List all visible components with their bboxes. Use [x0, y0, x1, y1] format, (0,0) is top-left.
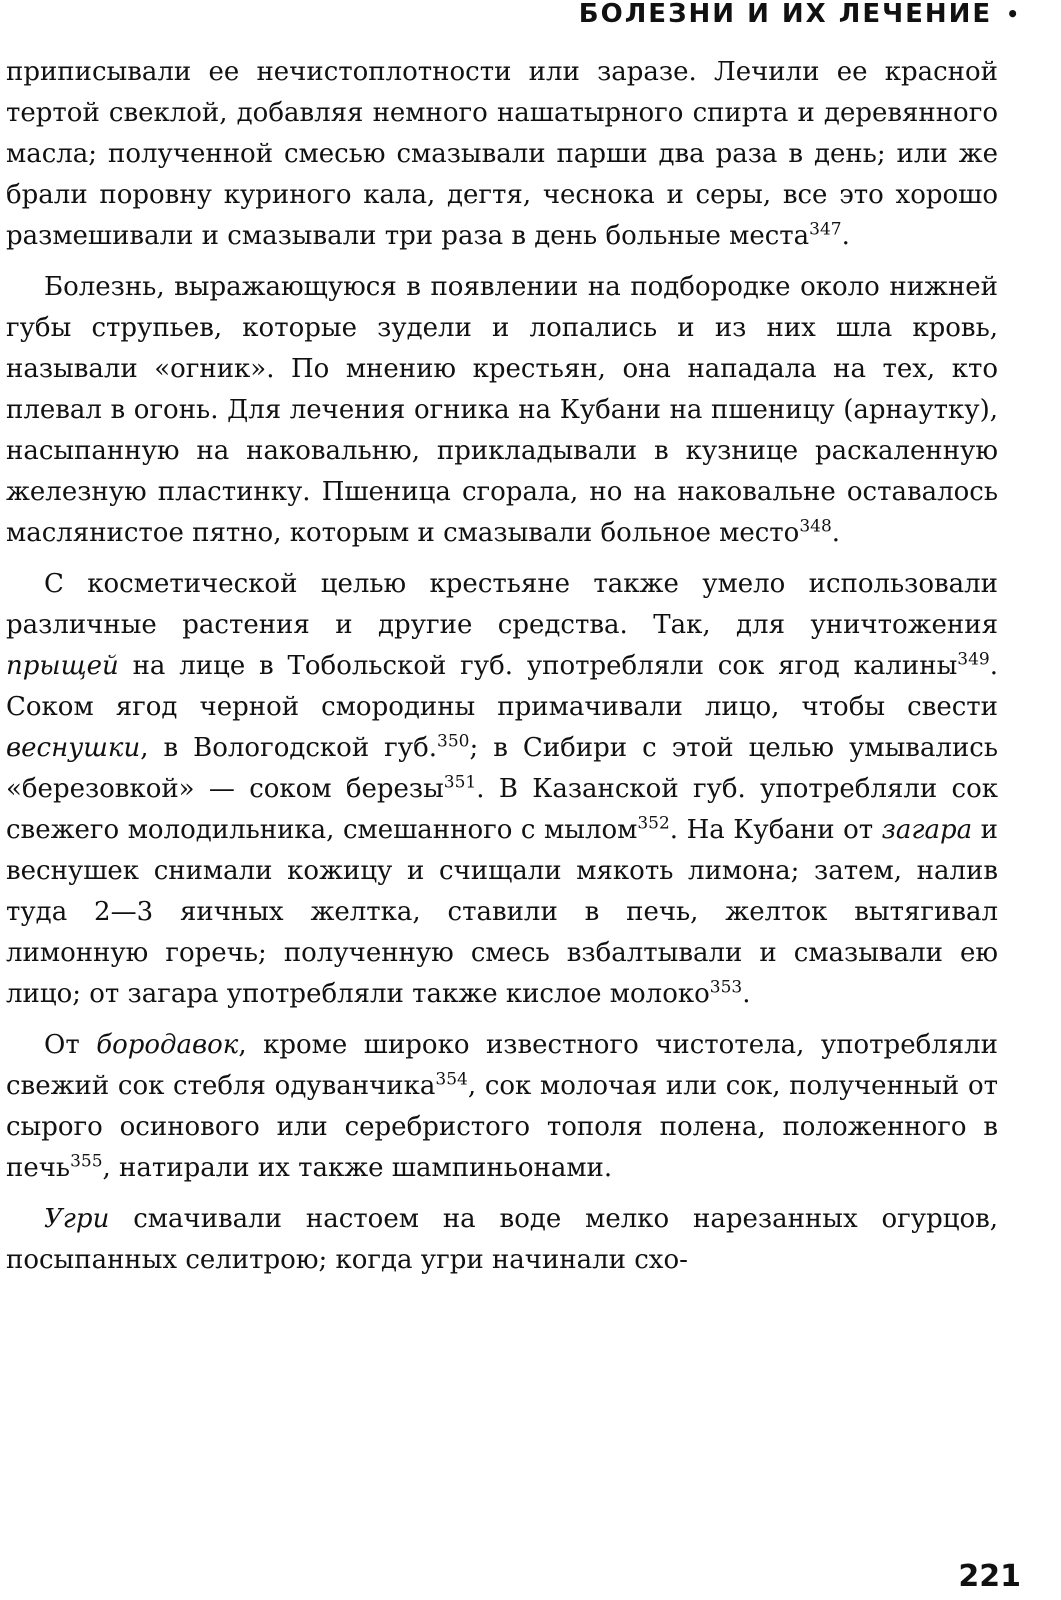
text-run: . Соком ягод черной смородины примачивали лицо, чтобы свести	[6, 651, 998, 722]
text-run: .	[831, 518, 841, 548]
italic-term: веснушки	[6, 733, 141, 763]
text-run: . В Казанской губ. употребляли сок свежего молодильника, смешанного с мылом	[6, 774, 998, 845]
italic-term: загара	[881, 815, 973, 845]
body-text	[6, 52, 998, 1281]
footnote-ref: 355	[70, 1151, 103, 1172]
footnote-ref: 350	[437, 731, 470, 752]
footnote-ref: 352	[637, 813, 670, 834]
bullet-icon: •	[1006, 2, 1021, 26]
text-run: , кроме широко известного чистотела, употребляли свежий сок стебля одуванчика	[6, 1030, 999, 1101]
paragraph	[6, 52, 998, 257]
text-run: . На Кубани от	[669, 815, 882, 845]
text-run: и веснушек снимали кожицу и счищали мякоть лимона; затем, налив туда 2—3 яичных желтка, ставили в печь, желток вытягивал лимонную горечь; полученную смесь взбалтывали и смазывали ею лицо; от загара употребляли также кислое молоко	[6, 815, 998, 1009]
running-head-title: БОЛЕЗНИ И ИХ ЛЕЧЕНИЕ	[578, 0, 993, 29]
paragraph	[6, 1199, 998, 1281]
text-run: , сок молочая или сок, полученный от сырого осинового или серебристого тополя полена, положенного в печь	[6, 1071, 999, 1183]
italic-term: прыщей	[6, 651, 119, 681]
text-run: приписывали ее нечистоплотности или заразе. Лечили ее красной тертой свеклой, добавляя немного нашатырного спирта и деревянного масла; полученной смесью смазывали парши два раза в день; или же брали поровну куриного кала, дегтя, чеснока и серы, все это хорошо размешивали и смазывали три раза в день больные места	[6, 57, 998, 251]
footnote-ref: 353	[709, 977, 743, 998]
page-number: 221	[958, 1559, 1021, 1594]
text-run: От	[44, 1030, 97, 1060]
text-run: .	[841, 221, 850, 251]
text-run: смачивали настоем на воде мелко нарезанных огурцов, посыпанных селитрою; когда угри начинали схо-	[6, 1204, 998, 1275]
text-run: Болезнь, выражающуюся в появлении на подбородке около нижней губы струпьев, которые зудели и лопались и из них шла кровь, называли «огник». По мнению крестьян, она нападала на тех, кто плевал в огонь. Для лечения огника на Кубани на пшеницу (арнаутку), насыпанную на наковальню, прикладывали в кузнице раскаленную железную пластинку. Пшеница сгорала, но на наковальне оставалось маслянистое пятно, которым и смазывали больное место	[6, 272, 998, 548]
paragraph	[6, 267, 998, 554]
footnote-ref: 351	[443, 772, 477, 793]
footnote-ref: 347	[809, 219, 842, 240]
paragraph	[6, 1025, 998, 1189]
text-run: , в Вологодской губ.	[140, 733, 438, 763]
paragraph	[6, 564, 998, 1015]
italic-term: бородавок	[96, 1030, 239, 1060]
footnote-ref: 354	[435, 1069, 468, 1090]
text-run: на лице в Тобольской губ. употребляли сок ягод калины	[118, 651, 958, 681]
text-run: С косметической целью крестьяне также умело использовали различные растения и другие средства. Так, для уничтожения	[6, 569, 998, 640]
footnote-ref: 349	[957, 649, 990, 670]
italic-term: Угри	[44, 1204, 110, 1234]
footnote-ref: 348	[799, 516, 832, 537]
text-run: .	[742, 979, 751, 1009]
text-run: , натирали их также шампиньонами.	[102, 1153, 613, 1183]
text-run: ; в Сибири с этой целью умывались «березовкой» — соком березы	[6, 733, 999, 804]
running-head	[579, 0, 1021, 28]
